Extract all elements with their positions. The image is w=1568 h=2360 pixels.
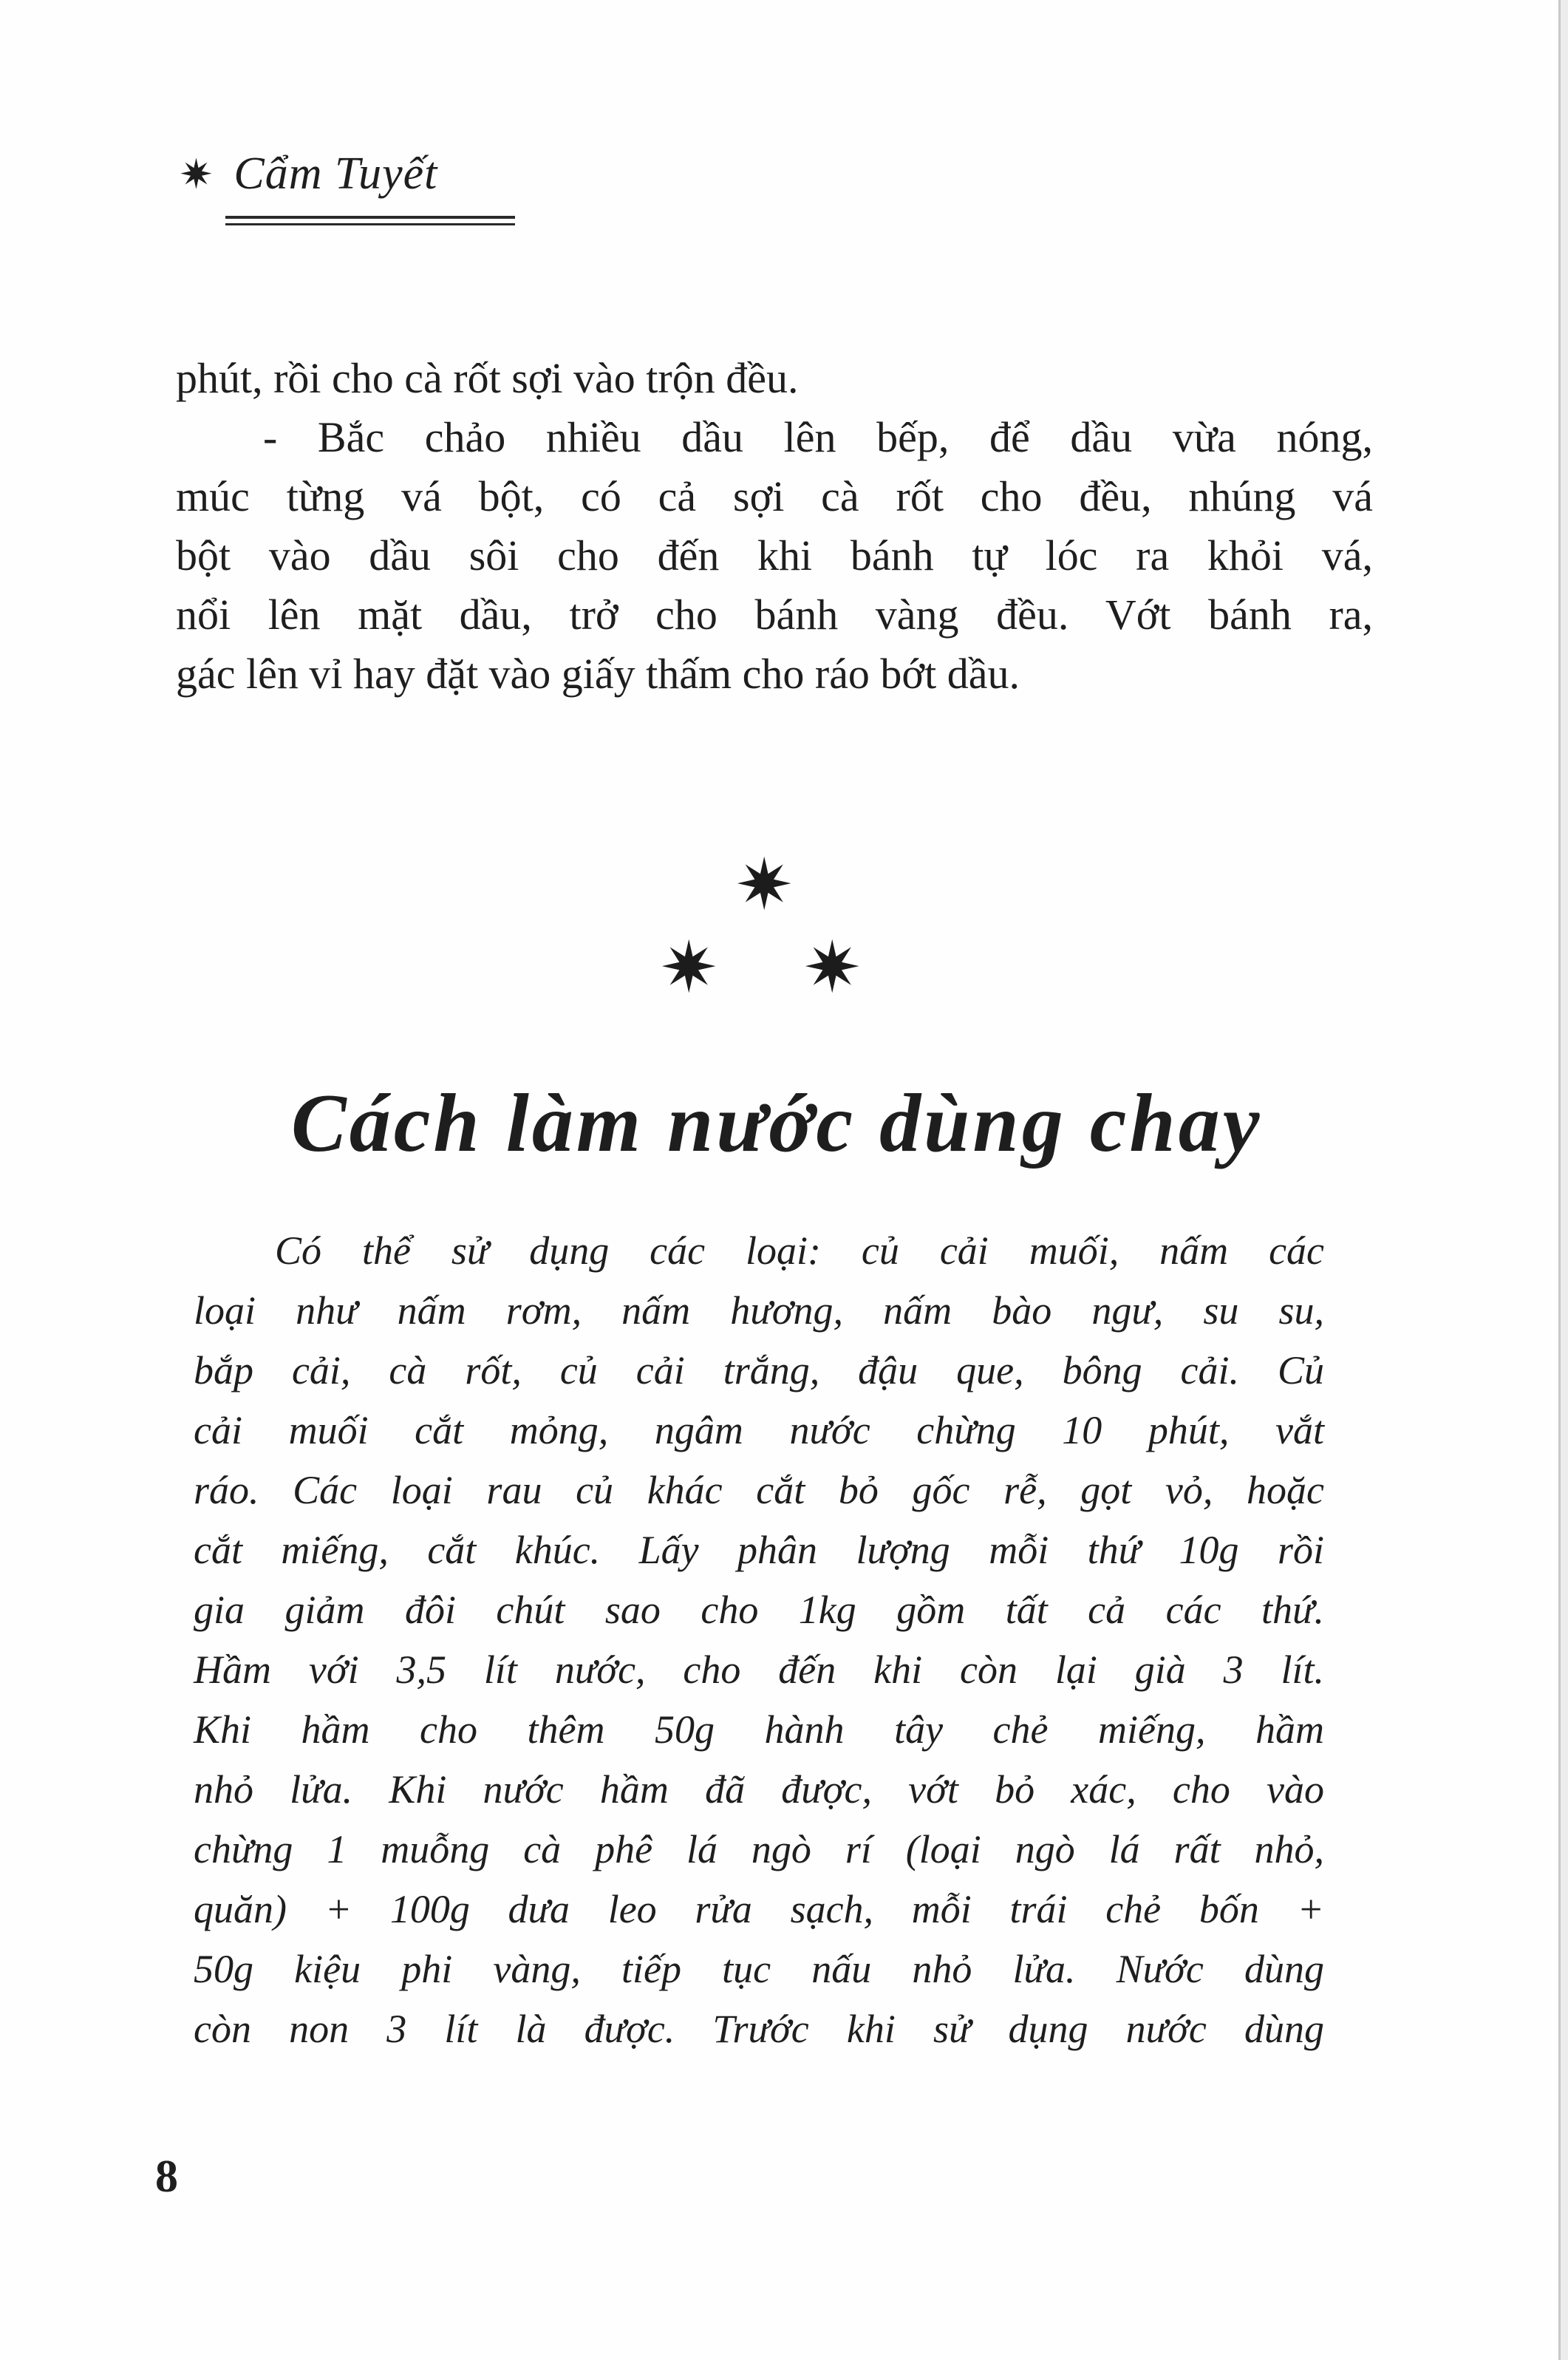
text-line: loại như nấm rơm, nấm hương, nấm bào ngư, su su,	[194, 1288, 1324, 1333]
text-line: - Bắc chảo nhiều dầu lên bếp, để dầu vừa nóng,	[263, 413, 1373, 461]
text-line: ráo. Các loại rau củ khác cắt bỏ gốc rễ, gọt vỏ, hoặc	[194, 1468, 1324, 1512]
header-underline	[225, 216, 515, 219]
text-line: gác lên vỉ hay đặt vào giấy thấm cho ráo bớt dầu.	[176, 650, 1020, 698]
text-line: nhỏ lửa. Khi nước hầm đã được, vớt bỏ xác, cho vào	[194, 1767, 1324, 1812]
section-title: Cách làm nước dùng chay	[291, 1078, 1263, 1169]
ornament-star-icon: ✷	[179, 152, 214, 198]
running-header	[179, 148, 437, 201]
text-line: Hầm với 3,5 lít nước, cho đến khi còn lại già 3 lít.	[194, 1647, 1324, 1692]
text-line: cải muối cắt mỏng, ngâm nước chừng 10 phút, vắt	[194, 1408, 1324, 1452]
text-line: gia giảm đôi chút sao cho 1kg gồm tất cả các thứ.	[194, 1588, 1324, 1632]
text-line: múc từng vá bột, có cả sợi cà rốt cho đều, nhúng vá	[176, 472, 1373, 520]
text-line: 50g kiệu phi vàng, tiếp tục nấu nhỏ lửa. Nước dùng	[194, 1947, 1324, 1991]
page-edge	[1558, 0, 1568, 2360]
text-line: còn non 3 lít là được. Trước khi sử dụng nước dùng	[194, 2007, 1324, 2051]
separator-star-icon: ✷	[802, 928, 862, 1007]
page-number: 8	[155, 2152, 178, 2202]
text-line: quăn) + 100g dưa leo rửa sạch, mỗi trái chẻ bốn +	[194, 1887, 1324, 1931]
text-line: cắt miếng, cắt khúc. Lấy phân lượng mỗi thứ 10g rồi	[194, 1528, 1324, 1572]
header-underline	[225, 223, 515, 225]
separator-star-icon: ✷	[734, 846, 794, 925]
text-line: bột vào dầu sôi cho đến khi bánh tự lóc ra khỏi vá,	[176, 531, 1373, 579]
text-line: bắp cải, cà rốt, củ cải trắng, đậu que, bông cải. Củ	[194, 1348, 1324, 1392]
text-line: nổi lên mặt dầu, trở cho bánh vàng đều. Vớt bánh ra,	[176, 591, 1373, 639]
text-line: Khi hầm cho thêm 50g hành tây chẻ miếng, hầm	[194, 1707, 1324, 1752]
text-line: phút, rồi cho cà rốt sợi vào trộn đều.	[176, 354, 799, 402]
author-name: Cẩm Tuyết	[234, 149, 438, 199]
separator-star-icon: ✷	[659, 928, 719, 1007]
text-line: chừng 1 muỗng cà phê lá ngò rí (loại ngò lá rất nhỏ,	[194, 1827, 1324, 1871]
recipe-paragraph	[194, 1221, 1324, 2059]
intro-paragraph	[176, 349, 1373, 704]
text-line: Có thể sử dụng các loại: củ cải muối, nấm các	[275, 1228, 1324, 1273]
